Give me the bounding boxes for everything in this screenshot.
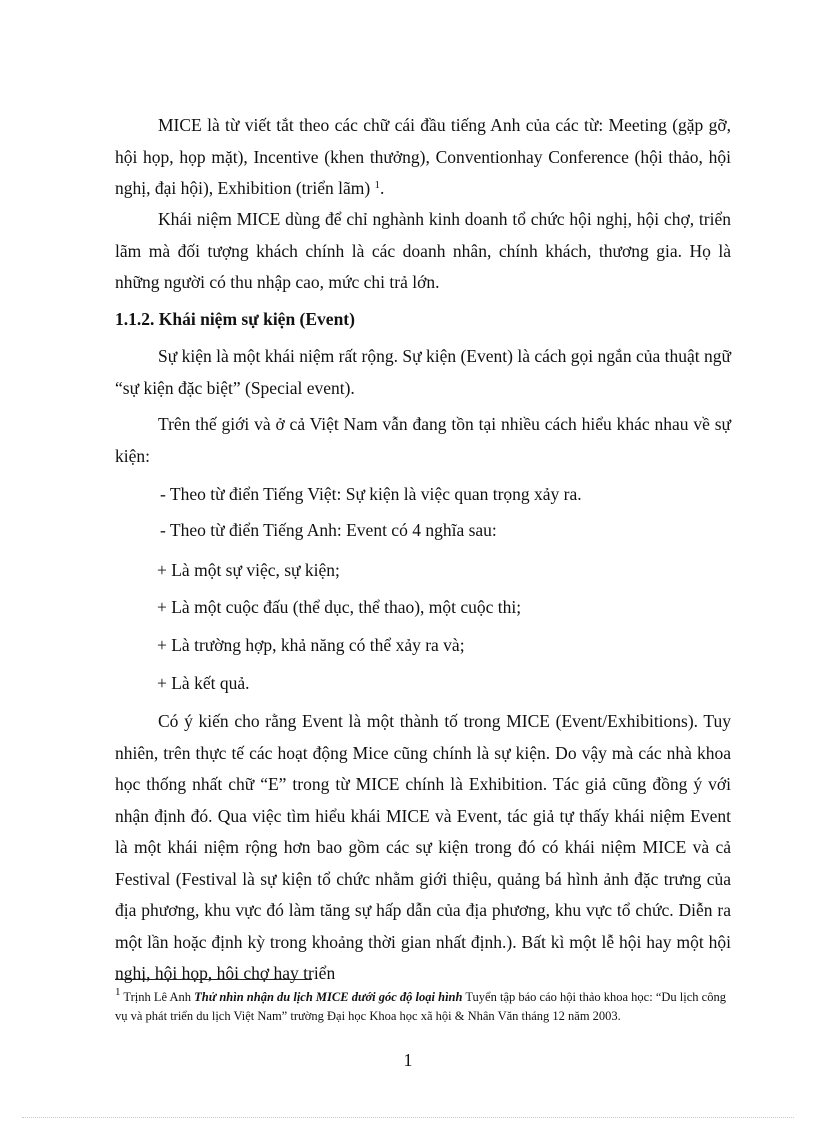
paragraph-event-mice-relation: Có ý kiến cho rằng Event là một thành tố trong MICE (Event/Exhibitions). Tuy nhiên, trên thực tế các hoạt động Mice cũng chính là sự kiện. Do vậy mà các nhà khoa học thống nhất chữ “E” trong từ MICE chính là Exhibition. Tác giả cũng đồng ý với nhận định đó. Qua việc tìm hiểu khái MICE và Event, tác giả tự thấy khái niệm Event là một khái niệm rộng hơn bao gồm các sự kiện trong đó có khái niệm MICE và cả Festival (Festival là sự kiện tổ chức nhằm giới thiệu, quảng bá hình ảnh đặc trưng của địa phương, khu vực đó làm tăng sự hấp dẫn của địa phương, khu vực tổ chức. Diễn ra một lần hoặc định kỳ trong khoảng thời gian nhất định.). Bất kì một lễ hội hay một hội nghị, hội họp, hôi chợ hay triển	[115, 711, 731, 983]
footnote-author: Trịnh Lê Anh	[123, 990, 192, 1004]
meaning-item-2: + Là một cuộc đấu (thể dục, thể thao), một cuộc thi;	[157, 597, 522, 617]
footnote	[115, 988, 731, 1026]
meaning-item-3: + Là trường hợp, khả năng có thể xảy ra và;	[157, 635, 465, 655]
definition-english: - Theo từ điển Tiếng Anh: Event có 4 nghĩa sau:	[160, 520, 497, 540]
paragraph-end: .	[380, 178, 385, 198]
paragraph-event-intro: Sự kiện là một khái niệm rất rộng. Sự kiện (Event) là cách gọi ngắn của thuật ngữ “sự kiện đặc biệt” (Special event).	[115, 346, 731, 398]
footnote-title: Thử nhìn nhận du lịch MICE dưới góc độ loại hình	[194, 990, 463, 1004]
definition-vietnamese: - Theo từ điển Tiếng Việt: Sự kiện là việc quan trọng xảy ra.	[160, 484, 582, 504]
footnote-number: 1	[115, 986, 121, 998]
page-bottom-border	[22, 1117, 794, 1118]
page-number: 1	[403, 1050, 413, 1070]
footnote-reference: 1	[374, 179, 381, 191]
meaning-item-1: + Là một sự việc, sự kiện;	[157, 560, 340, 580]
section-heading: 1.1.2. Khái niệm sự kiện (Event)	[115, 309, 355, 329]
paragraph-event-understanding: Trên thế giới và ở cả Việt Nam vẫn đang tồn tại nhiều cách hiểu khác nhau về sự kiện:	[115, 414, 731, 466]
footnote-source: Tuyển tập báo cáo hội thảo khoa học: “Du lịch công vụ và phát triển du lịch Việt Nam” trường Đại học Khoa học xã hội & Nhân Văn tháng 12 năm 2003.	[115, 990, 726, 1023]
meaning-item-4: + Là kết quả.	[157, 673, 250, 693]
paragraph-text: MICE là từ viết tắt theo các chữ cái đầu tiếng Anh của các từ: Meeting (gặp gỡ, hội họp, họp mặt), Incentive (khen thưởng), Conventionhay Conference (hội thảo, hội nghị, đại hội), Exhibition (triển lãm)	[115, 115, 731, 198]
footnote-separator	[115, 979, 312, 980]
paragraph-mice-definition	[115, 110, 731, 205]
paragraph-mice-concept: Khái niệm MICE dùng để chỉ nghành kinh doanh tổ chức hội nghị, hội chợ, triển lãm mà đối tượng khách chính là các doanh nhân, chính khách, thương gia. Họ là những người có thu nhập cao, mức chi trả lớn.	[115, 209, 731, 292]
